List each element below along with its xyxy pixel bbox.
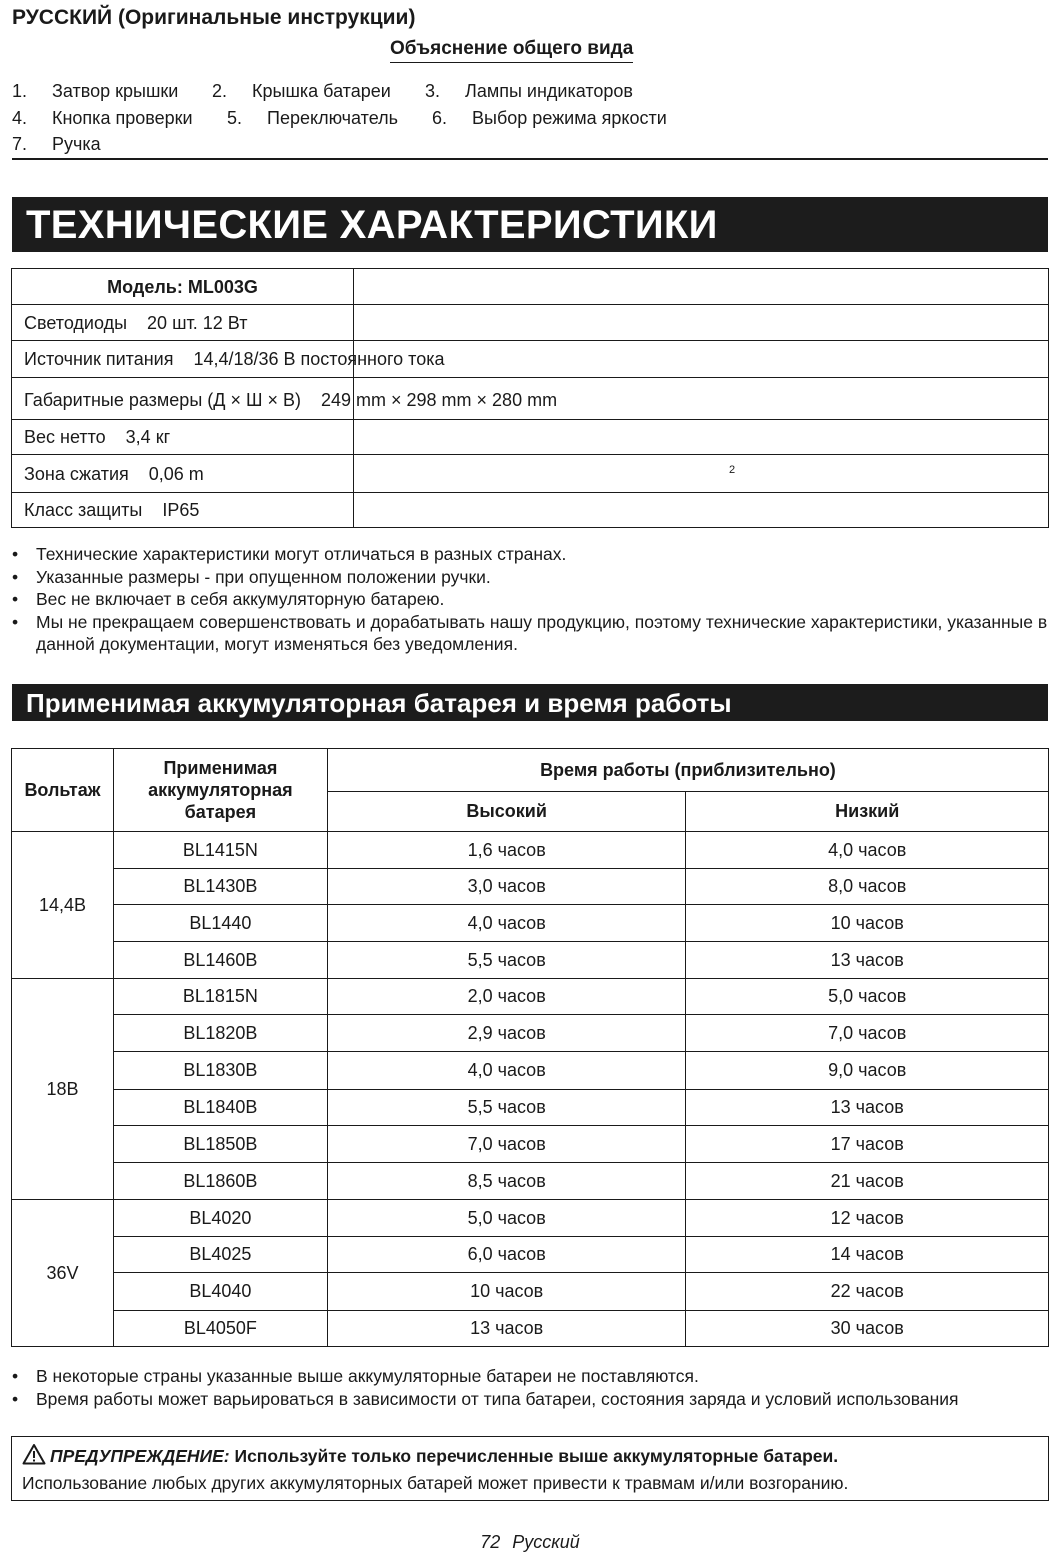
page-number: 72 (480, 1532, 501, 1552)
high-cell: 2,9 часов (327, 1015, 686, 1052)
spec-protection-class: Класс защиты IP65 (24, 500, 200, 520)
note-item (12, 1388, 1048, 1411)
spec-row (12, 454, 1048, 492)
battery-cell: BL1860B (113, 1163, 327, 1200)
part-number: 1. (12, 81, 28, 101)
high-cell: 5,0 часов (327, 1200, 686, 1237)
low-cell: 14 часов (686, 1237, 1049, 1273)
part-number: 6. (432, 107, 448, 128)
part-label: Переключатель (267, 107, 398, 128)
battery-notes (12, 1365, 1048, 1410)
battery-cell: BL4050F (113, 1311, 327, 1347)
low-cell: 17 часов (686, 1126, 1049, 1163)
note-item (12, 1365, 1048, 1388)
warning-text: Использование любых других аккумуляторных батарей может привести к травмам и/или возгоранию. (22, 1473, 849, 1493)
spec-row (12, 340, 1048, 377)
high-cell: 6,0 часов (327, 1237, 686, 1273)
low-cell: 21 часов (686, 1163, 1049, 1200)
high-cell: 7,0 часов (327, 1126, 686, 1163)
bullet-icon: • (12, 1388, 19, 1409)
high-cell: 4,0 часов (327, 905, 686, 942)
spec-row (12, 304, 1048, 340)
warning-triangle-icon (22, 1443, 46, 1471)
parts-list (12, 78, 667, 158)
superscript: 2 (729, 464, 736, 476)
column-divider (353, 493, 354, 527)
note-text: Время работы может варьироваться в зависимости от типа батареи, состояния заряда и условий использования (36, 1388, 959, 1409)
page-footer (0, 1532, 1060, 1553)
note-item (12, 588, 1048, 611)
battery-cell: BL1840B (113, 1090, 327, 1126)
high-cell: 3,0 часов (327, 869, 686, 905)
parts-row (12, 131, 667, 158)
header-battery: Применимая аккумуляторная батарея (113, 749, 327, 832)
bullet-icon: • (12, 589, 19, 609)
part-label: Крышка батареи (252, 81, 391, 101)
battery-cell: BL1815N (113, 979, 327, 1015)
column-divider (353, 455, 354, 492)
warning-line (22, 1443, 1038, 1471)
part-label: Выбор режима яркости (472, 107, 667, 128)
header-voltage: Вольтаж (12, 749, 114, 832)
parts-row (12, 78, 667, 105)
battery-cell: BL1460B (113, 942, 327, 979)
bullet-icon: • (12, 566, 19, 587)
warning-label: ПРЕДУПРЕЖДЕНИЕ: (50, 1446, 230, 1466)
low-cell: 9,0 часов (686, 1052, 1049, 1090)
column-divider (353, 420, 354, 454)
part-label: Ручка (52, 134, 101, 154)
part-number: 3. (425, 81, 441, 101)
spec-row (12, 419, 1048, 454)
bullet-icon: • (12, 1366, 19, 1386)
part-label: Затвор крышки (52, 81, 179, 101)
battery-cell: BL4040 (113, 1273, 327, 1311)
low-cell: 30 часов (686, 1311, 1049, 1347)
header-low: Низкий (686, 792, 1049, 832)
spec-row (12, 492, 1048, 527)
high-cell: 10 часов (327, 1273, 686, 1311)
column-divider (353, 305, 354, 340)
specs-notes (12, 543, 1048, 656)
spec-power-source: Источник питания 14,4/18/36 В постоянного тока (24, 349, 445, 369)
low-cell: 5,0 часов (686, 979, 1049, 1015)
spec-row-model (12, 269, 1048, 304)
high-cell: 8,5 часов (327, 1163, 686, 1200)
low-cell: 12 часов (686, 1200, 1049, 1237)
high-cell: 5,5 часов (327, 942, 686, 979)
bullet-icon: • (12, 544, 19, 564)
part-number: 4. (12, 107, 28, 128)
note-text: Вес не включает в себя аккумуляторную батарею. (36, 589, 445, 609)
note-item (12, 566, 1048, 589)
high-cell: 2,0 часов (327, 979, 686, 1015)
low-cell: 10 часов (686, 905, 1049, 942)
note-item (12, 611, 1048, 656)
part-number: 7. (12, 134, 28, 154)
part-number: 2. (212, 81, 228, 101)
note-text: В некоторые страны указанные выше аккумуляторные батареи не поставляются. (36, 1366, 699, 1386)
battery-heading: Применимая аккумуляторная батарея и время работы (12, 684, 1048, 721)
spec-net-weight: Вес нетто 3,4 кг (24, 427, 171, 447)
specs-heading: ТЕХНИЧЕСКИЕ ХАРАКТЕРИСТИКИ (12, 197, 1048, 252)
low-cell: 8,0 часов (686, 869, 1049, 905)
low-cell: 13 часов (686, 1090, 1049, 1126)
spec-dimensions: Габаритные размеры (Д × Ш × В) 249 mm × 298 mm × 280 mm (24, 390, 558, 410)
warning-box (11, 1436, 1049, 1501)
overview-title: Объяснение общего вида (390, 38, 633, 63)
header-runtime: Время работы (приблизительно) (327, 749, 1048, 792)
bullet-icon: • (12, 611, 19, 632)
battery-cell: BL1850B (113, 1126, 327, 1163)
spec-compression-zone: Зона сжатия 0,06 m (24, 464, 204, 484)
low-cell: 4,0 часов (686, 832, 1049, 869)
header-high: Высокий (327, 792, 686, 832)
battery-cell: BL1430B (113, 869, 327, 905)
column-divider (353, 269, 354, 304)
battery-table (11, 748, 1049, 1347)
column-divider (353, 378, 354, 419)
note-text: Указанные размеры - при опущенном положении ручки. (36, 566, 491, 587)
voltage-cell: 36V (12, 1200, 114, 1347)
column-divider (353, 341, 354, 377)
footer-language: Русский (512, 1532, 580, 1552)
spec-row (12, 377, 1048, 419)
section-divider (12, 158, 1048, 160)
note-text: Мы не прекращаем совершенствовать и дорабатывать нашу продукцию, поэтому технические характеристики, указанные в данной документации, могут изменяться без уведомления. (36, 611, 1048, 654)
battery-cell: BL1830B (113, 1052, 327, 1090)
model-label: Модель: ML003G (107, 277, 258, 297)
battery-cell: BL1415N (113, 832, 327, 869)
parts-row (12, 105, 667, 132)
part-label: Кнопка проверки (52, 107, 193, 128)
high-cell: 5,5 часов (327, 1090, 686, 1126)
voltage-cell: 14,4В (12, 832, 114, 979)
battery-cell: BL1440 (113, 905, 327, 942)
part-label: Лампы индикаторов (465, 81, 633, 101)
low-cell: 13 часов (686, 942, 1049, 979)
battery-cell: BL1820B (113, 1015, 327, 1052)
high-cell: 13 часов (327, 1311, 686, 1347)
voltage-cell: 18В (12, 979, 114, 1200)
language-title: РУССКИЙ (Оригинальные инструкции) (12, 6, 416, 29)
part-number: 5. (227, 107, 243, 128)
low-cell: 22 часов (686, 1273, 1049, 1311)
note-text: Технические характеристики могут отличаться в разных странах. (36, 544, 567, 564)
warning-bold-text: Используйте только перечисленные выше аккумуляторные батареи. (234, 1446, 839, 1466)
low-cell: 7,0 часов (686, 1015, 1049, 1052)
battery-cell: BL4025 (113, 1237, 327, 1273)
note-item (12, 543, 1048, 566)
specs-table (11, 268, 1049, 528)
high-cell: 1,6 часов (327, 832, 686, 869)
battery-cell: BL4020 (113, 1200, 327, 1237)
high-cell: 4,0 часов (327, 1052, 686, 1090)
spec-leds: Светодиоды 20 шт. 12 Вт (24, 313, 248, 333)
